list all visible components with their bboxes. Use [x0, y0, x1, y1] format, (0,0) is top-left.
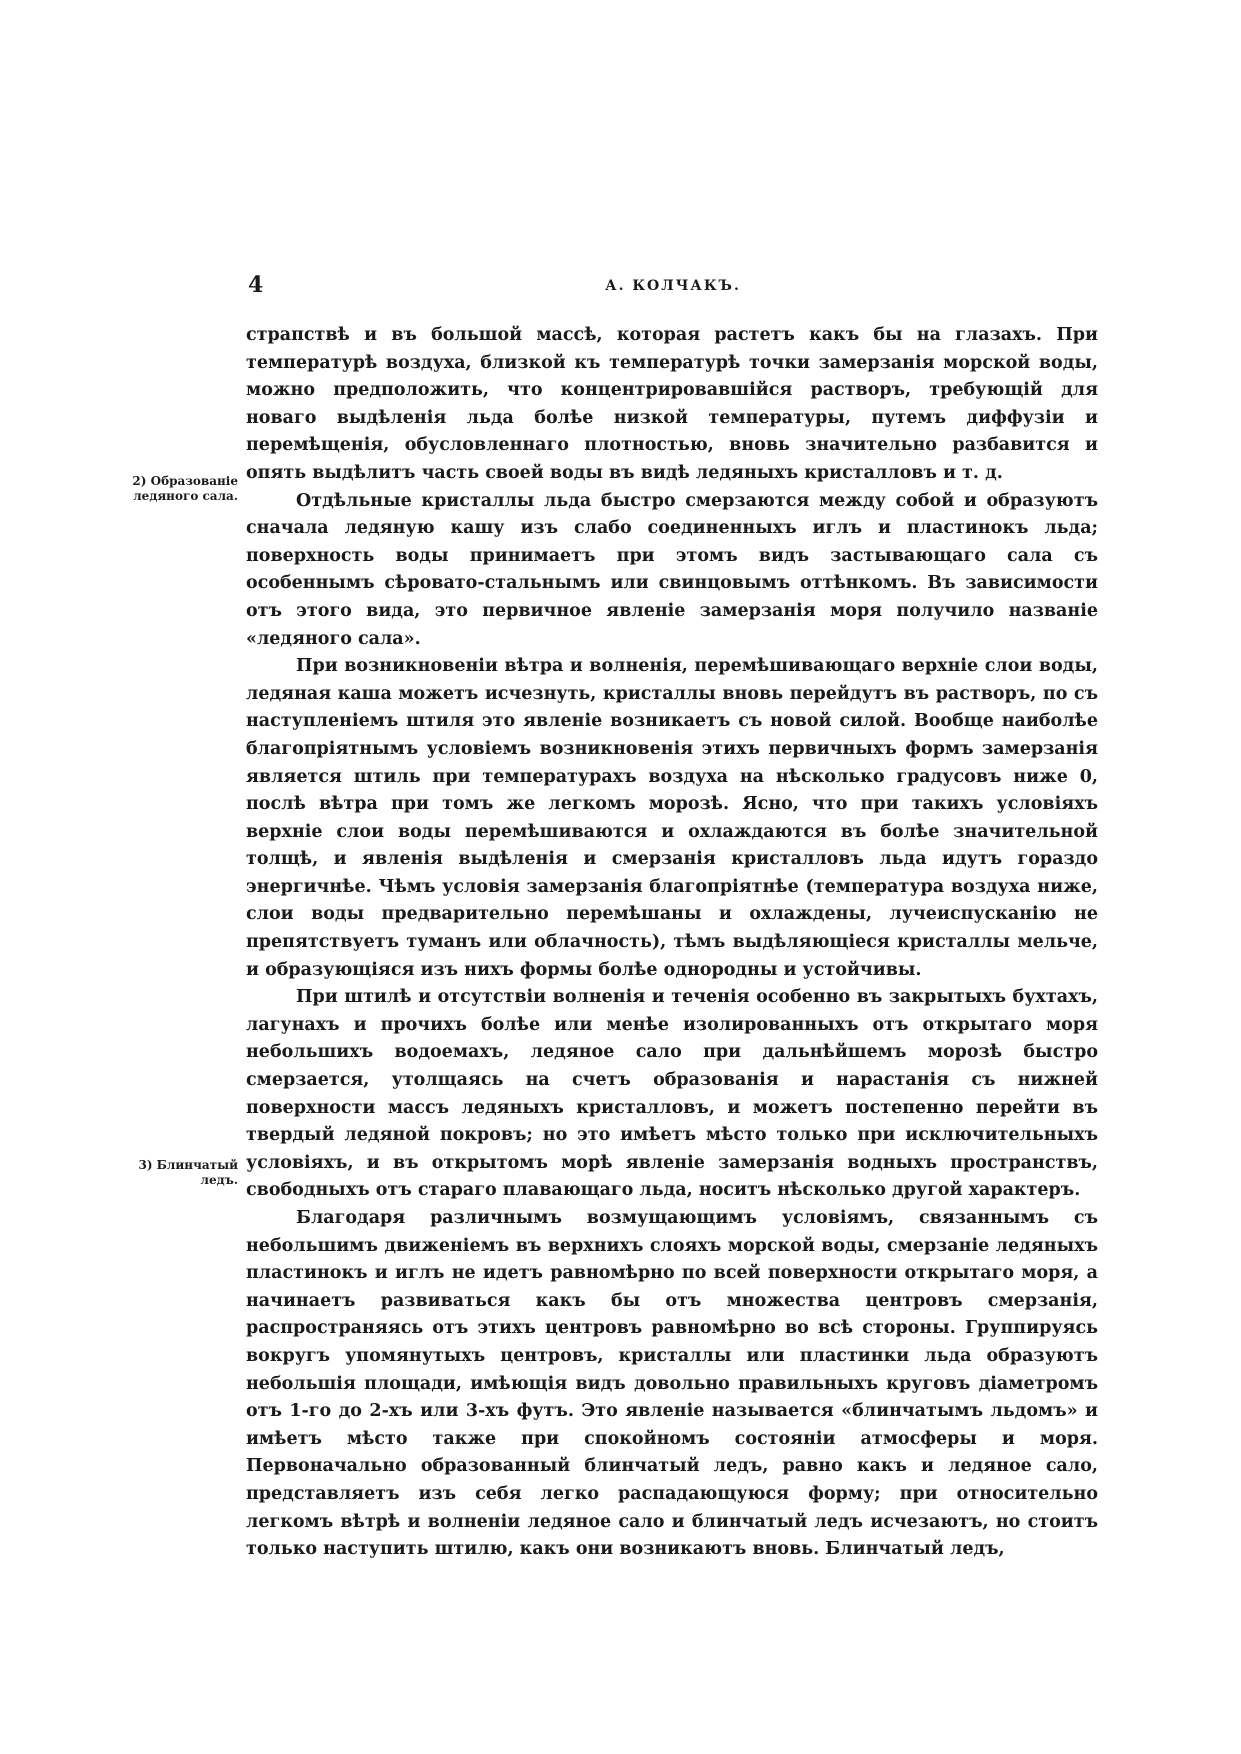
paragraph-ice-slush: Отдѣльные кристаллы льда быстро смерзаются между собой и образуютъ сначала ледяную кашу изъ слабо соединенныхъ иглъ и пластинокъ льда; поверхность воды принимаетъ при этомъ видъ застывающаго сала съ особеннымъ сѣровато-стальнымъ или свинцовымъ оттѣнкомъ. Въ зависимости отъ этого вида, это первичное явленіе замерзанія моря получило названіе «ледяного сала». [246, 490, 1098, 649]
margin-note-2: 2) Образованіе ледяного сала. [132, 474, 238, 503]
running-title: А. КОЛЧАКЪ. [605, 278, 741, 294]
body-text [246, 322, 1098, 1564]
page-header [248, 272, 1098, 302]
margin-note-3: 3) Блинчатый ледъ. [138, 1158, 238, 1187]
page-number: 4 [248, 272, 264, 298]
paragraph-continued: страпствѣ и въ большой массѣ, которая растетъ какъ бы на глазахъ. При температурѣ воздуха, близкой къ температурѣ точки замерзанія морской воды, можно предположить, что концентрировавшійся растворъ, требующій для новаго выдѣленія льда болѣе низкой температуры, путемъ диффузіи и перемѣщенія, обусловленнаго плотностью, вновь значительно разбавится и опять выдѣлитъ часть своей воды въ видѣ ледяныхъ кристалловъ и т. д. [246, 325, 1098, 483]
paragraph-pancake-ice: Благодаря различнымъ возмущающимъ условіямъ, связаннымъ съ небольшимъ движеніемъ въ верхнихъ слояхъ морской воды, смерзаніе ледяныхъ пластинокъ и иглъ не идетъ равномѣрно по всей поверхности открытаго моря, а начинаетъ развиваться какъ бы отъ множества центровъ смерзанія, распространяясь отъ этихъ центровъ равномѣрно во всѣ стороны. Группируясь вокругъ упомянутыхъ центровъ, кристаллы или пластинки льда образуютъ небольшія площади, имѣющія видъ довольно правильныхъ круговъ діаметромъ отъ 1-го до 2-хъ или 3-хъ футъ. Это явленіе называется «блинчатымъ льдомъ» и имѣетъ мѣсто также при спокойномъ состояніи атмосферы и моря. Первоначально образованный блинчатый ледъ, равно какъ и ледяное сало, представляетъ изъ себя легко распадающуюся форму; при относительно легкомъ вѣтрѣ и волненіи ледяное сало и блинчатый ледъ исчезаютъ, но стоитъ только наступить штилю, какъ они возникаютъ вновь. Блинчатый ледъ, [246, 1208, 1098, 1560]
paragraph-wind-conditions: При возникновеніи вѣтра и волненія, перемѣшивающаго верхніе слои воды, ледяная каша можетъ исчезнуть, кристаллы вновь перейдутъ въ растворъ, по съ наступленіемъ штиля это явленіе возникаетъ съ новой силой. Вообще наиболѣе благопріятнымъ условіемъ возникновенія этихъ первичныхъ формъ замерзанія является штиль при температурахъ воздуха на нѣсколько градусовъ ниже 0, послѣ вѣтра при томъ же легкомъ морозѣ. Ясно, что при такихъ условіяхъ верхніе слои воды перемѣшиваются и охлаждаются въ болѣе значительной толщѣ, и явленія выдѣленія и смерзанія кристалловъ льда идутъ гораздо энергичнѣе. Чѣмъ условія замерзанія благопріятнѣе (температура воздуха ниже, слои воды предварительно перемѣшаны и охлаждены, лучеиспусканію не препятствуетъ туманъ или облачность), тѣмъ выдѣляющіеся кристаллы мельче, и образующіяся изъ нихъ формы болѣе однородны и устойчивы. [246, 656, 1098, 980]
paragraph-calm-bays: При штилѣ и отсутствіи волненія и теченія особенно въ закрытыхъ бухтахъ, лагунахъ и прочихъ болѣе или менѣе изолированныхъ отъ открытаго моря небольшихъ водоемахъ, ледяное сало при дальнѣйшемъ морозѣ быстро смерзается, утолщаясь на счетъ образованія и нарастанія съ нижней поверхности массъ ледяныхъ кристалловъ, и можетъ постепенно перейти въ твердый ледяной покровъ; но это имѣетъ мѣсто только при исключительныхъ условіяхъ, и въ открытомъ морѣ явленіе замерзанія водныхъ пространствъ, свободныхъ отъ стараго плавающаго льда, носитъ нѣсколько другой характеръ. [246, 987, 1098, 1201]
